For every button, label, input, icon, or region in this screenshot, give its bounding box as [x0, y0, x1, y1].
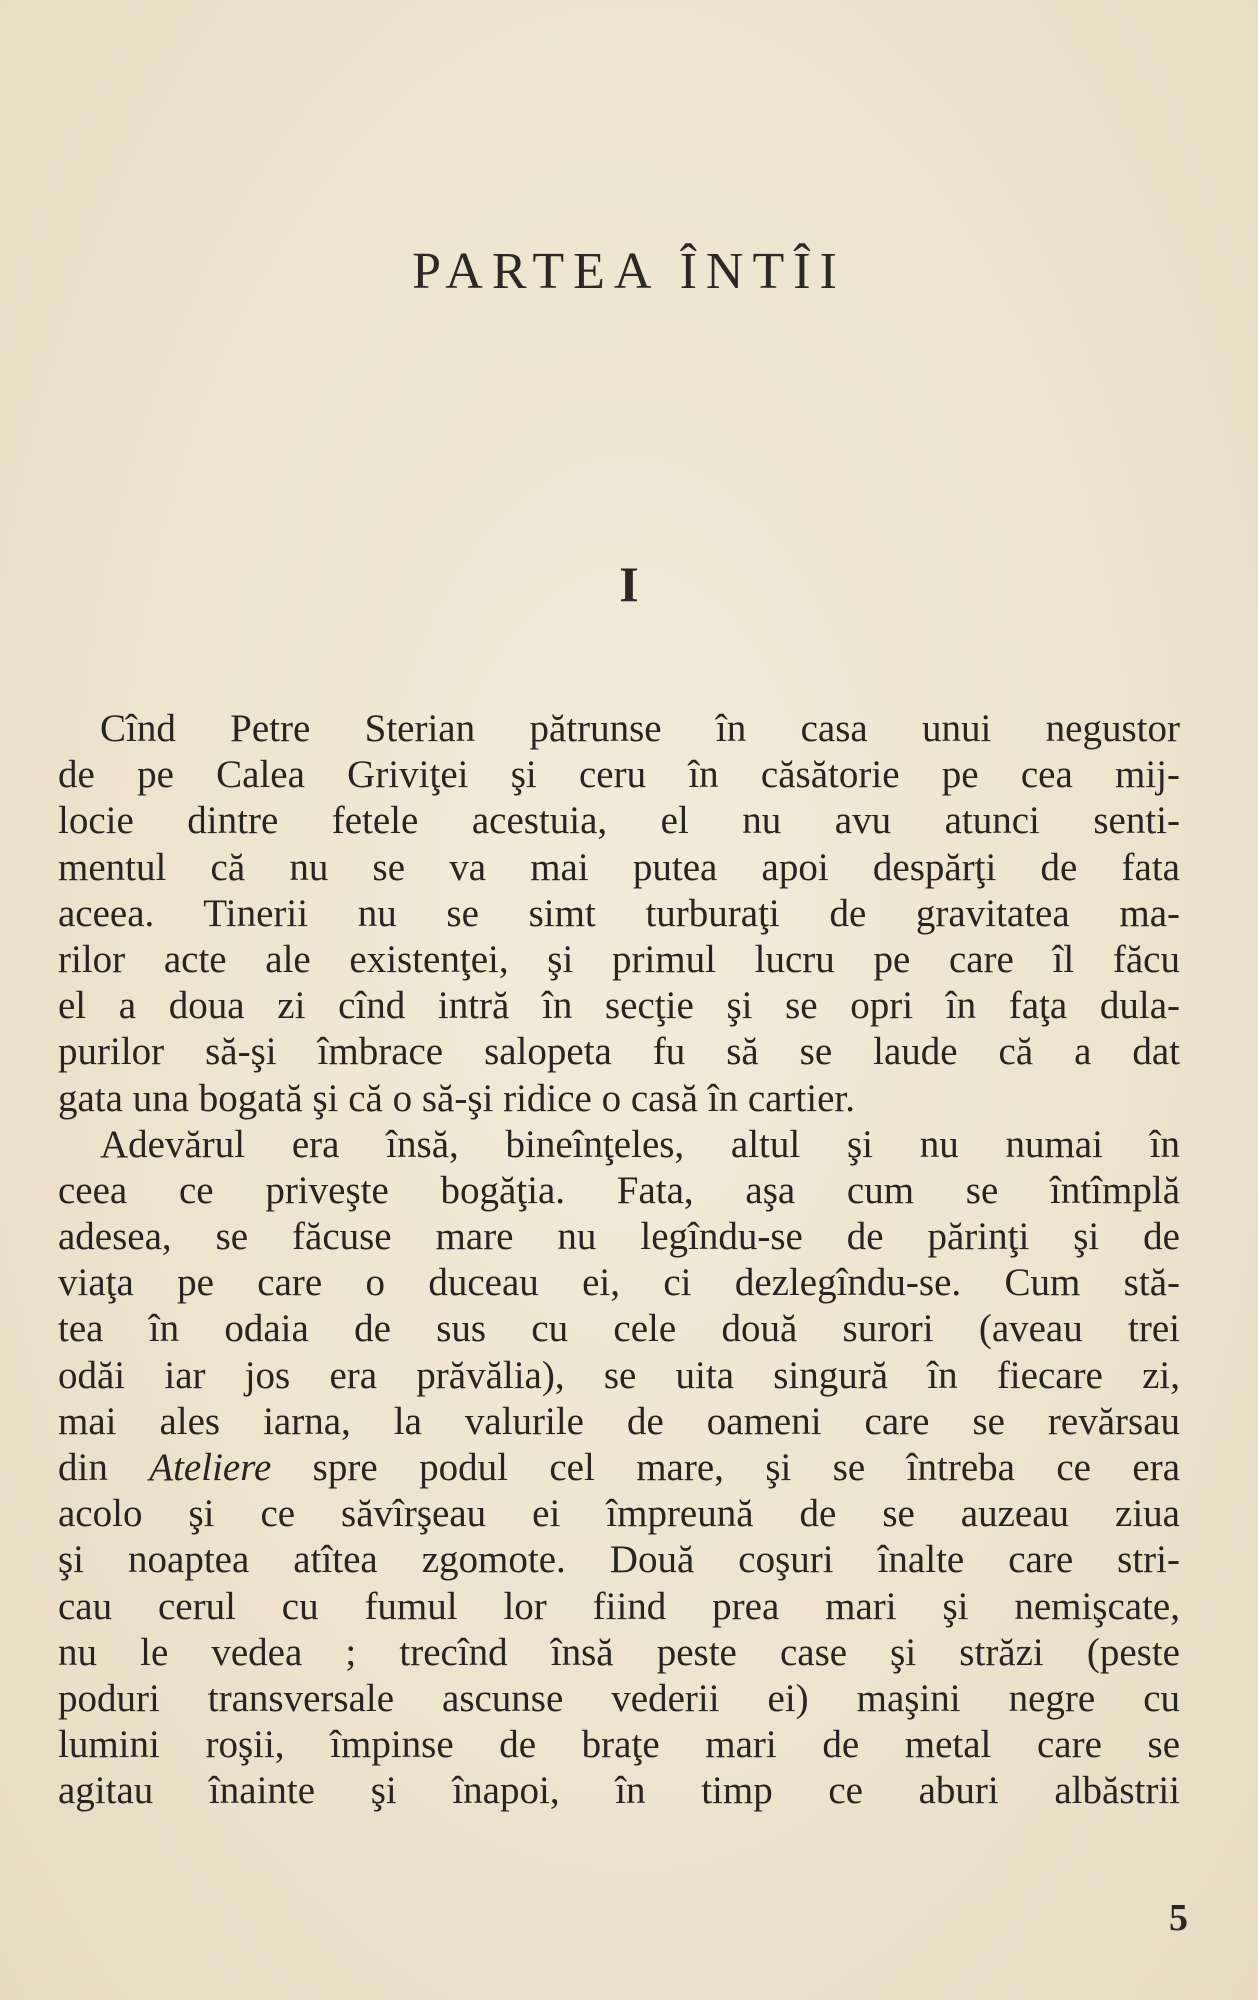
text-line: ceea ce priveşte bogăţia. Fata, aşa cum se întîmplă [58, 1168, 1180, 1212]
text-line: tea în odaia de sus cu cele două surori (aveau trei [58, 1307, 1180, 1351]
text-line: purilor să-şi îmbrace salopeta fu să se laude că a dat [58, 1030, 1180, 1074]
text-line: rilor acte ale existenţei, şi primul lucru pe care îl făcu [58, 937, 1180, 981]
text-line: Cînd Petre Sterian pătrunse în casa unui negustor [100, 707, 1180, 750]
text-line: de pe Calea Griviţei şi ceru în căsătorie pe cea mij- [58, 753, 1180, 797]
text-line: agitau înainte şi înapoi, în timp ce aburi albăstrii [58, 1769, 1180, 1813]
chapter-body-text [58, 706, 1180, 1815]
text-line: locie dintre fetele acestuia, el nu avu atunci senti- [58, 799, 1180, 843]
text-line: cau cerul cu fumul lor fiind prea mari şi nemişcate, [58, 1584, 1180, 1628]
text-line: adesea, se făcuse mare nu legîndu-se de părinţi şi de [58, 1215, 1180, 1259]
part-title: PARTEA ÎNTÎI [412, 243, 846, 300]
text-line: el a doua zi cînd intră în secţie şi se opri în faţa dula- [58, 984, 1180, 1028]
text-line: nu le vedea ; trecînd însă peste case şi străzi (peste [58, 1630, 1180, 1674]
page-number: 5 [1169, 1897, 1188, 1939]
text-line: lumini roşii, împinse de braţe mari de metal care se [58, 1723, 1180, 1767]
chapter-number: I [619, 556, 639, 612]
text-line: din Ateliere spre podul cel mare, şi se întreba ce era [58, 1446, 1180, 1489]
text-line: poduri transversale ascunse vederii ei) maşini negre cu [58, 1676, 1180, 1720]
text-line: aceea. Tinerii nu se simt turburaţi de gravitatea ma- [58, 891, 1180, 935]
text-line: odăi iar jos era prăvălia), se uita singură în fiecare zi, [58, 1353, 1180, 1397]
text-line: Adevărul era însă, bineînţeles, altul şi nu numai în [100, 1122, 1180, 1166]
text-line: acolo şi ce săvîrşeau ei împreună de se auzeau ziua [58, 1492, 1180, 1536]
italic-word: Ateliere [149, 1446, 272, 1489]
text-line: viaţa pe care o duceau ei, ci dezlegîndu-se. Cum stă- [58, 1261, 1180, 1305]
text-line: şi noaptea atîtea zgomote. Două coşuri înalte care stri- [58, 1538, 1180, 1582]
text-line: mai ales iarna, la valurile de oameni care se revărsau [58, 1399, 1180, 1443]
text-line: gata una bogată şi că o să-şi ridice o casă în cartier. [58, 1076, 855, 1120]
text-line: mentul că nu se va mai putea apoi despărţi de fata [58, 845, 1180, 889]
